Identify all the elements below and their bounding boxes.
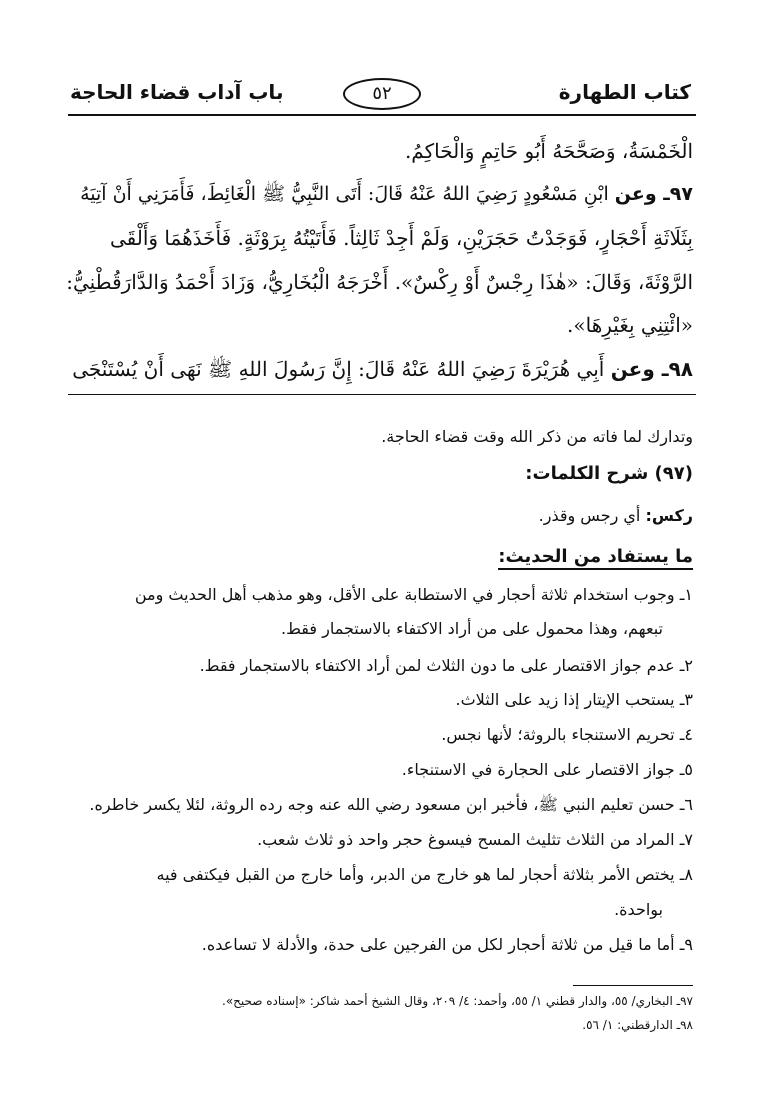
word-term: ركس: <box>645 506 693 525</box>
page-number: ٥٢ <box>343 78 421 110</box>
footnote-98: ٩٨ـ الدارقطني: ١/ ٥٦. <box>582 1018 693 1032</box>
hadith-97-line <box>65 180 693 208</box>
benefit-item-continuation: بواحدة. <box>614 900 663 919</box>
hadith-98-text: أَبِي هُرَيْرَةَ رَضِيَ اللهُ عَنْهُ قَالَ: إِنَّ رَسُولَ اللهِ ﷺ نَهَى أَنْ يُسْتَنْجَى <box>72 357 605 381</box>
benefit-item: ٨ـ يختص الأمر بثلاثة أحجار لما هو خارج من الدبر، وأما خارج من القبل فيكتفى فيه <box>156 865 693 884</box>
hadith-97-text: ابْنِ مَسْعُودٍ رَضِيَ اللهُ عَنْهُ قَالَ: أَتَى النَّبِيُّ ﷺ الْغَائِطَ، فَأَمَرَنِي أَنْ آتِيَهُ <box>80 183 609 205</box>
matn-sharh-divider <box>68 394 696 395</box>
words-title: (٩٧) شرح الكلمات: <box>525 463 693 484</box>
benefit-item: ٧ـ المراد من الثلاث تثليث المسح فيسوغ حجر واحد ذو ثلاث شعب. <box>257 830 693 849</box>
benefit-item: ٤ـ تحريم الاستنجاء بالروثة؛ لأنها نجس. <box>441 725 693 744</box>
benefit-item: ٢ـ عدم جواز الاقتصار على ما دون الثلاث لمن أراد الاكتفاء بالاستجمار فقط. <box>199 656 693 675</box>
hadith-98-number: ٩٨ـ وعن <box>610 357 693 381</box>
benefits-title: ما يستفاد من الحديث: <box>498 546 693 570</box>
hadith-97-line: «ائْتِنِي بِغَيْرِهَا». <box>567 313 693 337</box>
header-divider <box>68 114 696 116</box>
words-heading <box>65 462 693 486</box>
word-entry <box>65 504 693 528</box>
hadith-97-line: الرَّوْثَةَ، وَقَالَ: «هٰذَا رِجْسٌ أَوْ رِكْسٌ». أَخْرَجَهُ الْبُخَارِيُّ، وَزَادَ أَحْمَدُ وَالدَّارَقُطْنِيُّ: <box>66 270 693 294</box>
benefit-item-continuation: تبعهم، وهذا محمول على من أراد الاكتفاء بالاستجمار فقط. <box>281 619 663 638</box>
book-title: كتاب الطهارة <box>558 80 691 104</box>
footnote-97: ٩٧ـ البخاري/ ٥٥، والدار قطني ١/ ٥٥، وأحمد: ٤/ ٢٠٩، وقال الشيخ أحمد شاكر: «إسناده صحيح». <box>222 994 693 1008</box>
benefit-item: ٩ـ أما ما قيل من ثلاثة أحجار لكل من الفرجين على حدة، والأدلة لا تساعده. <box>201 935 693 954</box>
benefit-item: ٦ـ حسن تعليم النبي ﷺ، فأخبر ابن مسعود رضي الله عنه وجه رده الروثة، لئلا يكسر خاطره. <box>89 795 693 814</box>
matn-line: الْخَمْسَةُ، وَصَحَّحَهُ أَبُو حَاتِمٍ وَالْحَاكِمُ. <box>404 139 693 163</box>
hadith-98-line <box>65 355 693 383</box>
benefit-item: ١ـ وجوب استخدام ثلاثة أحجار في الاستطابة على الأقل، وهو مذهب أهل الحديث ومن <box>134 585 693 604</box>
benefit-item: ٣ـ يستحب الإيتار إذا زيد على الثلاث. <box>455 690 693 709</box>
word-definition: أي رجس وقذر. <box>538 506 641 525</box>
benefit-item: ٥ـ جواز الاقتصار على الحجارة في الاستنجاء. <box>401 760 693 779</box>
hadith-97-line: بِثَلَاثَةِ أَحْجَارٍ، فَوَجَدْتُ حَجَرَيْنِ، وَلَمْ أَجِدْ ثَالِثاً. فَأَتَيْتُهُ بِرَوْثَةٍ. فَأَخَذَهُمَا وَأَلْقَى <box>109 226 693 250</box>
chapter-title: باب آداب قضاء الحاجة <box>70 80 284 104</box>
hadith-97-number: ٩٧ـ وعن <box>614 183 693 205</box>
sharh-intro: وتدارك لما فاته من ذكر الله وقت قضاء الحاجة. <box>381 427 693 446</box>
benefits-heading <box>65 545 693 569</box>
footnote-divider <box>573 985 693 986</box>
